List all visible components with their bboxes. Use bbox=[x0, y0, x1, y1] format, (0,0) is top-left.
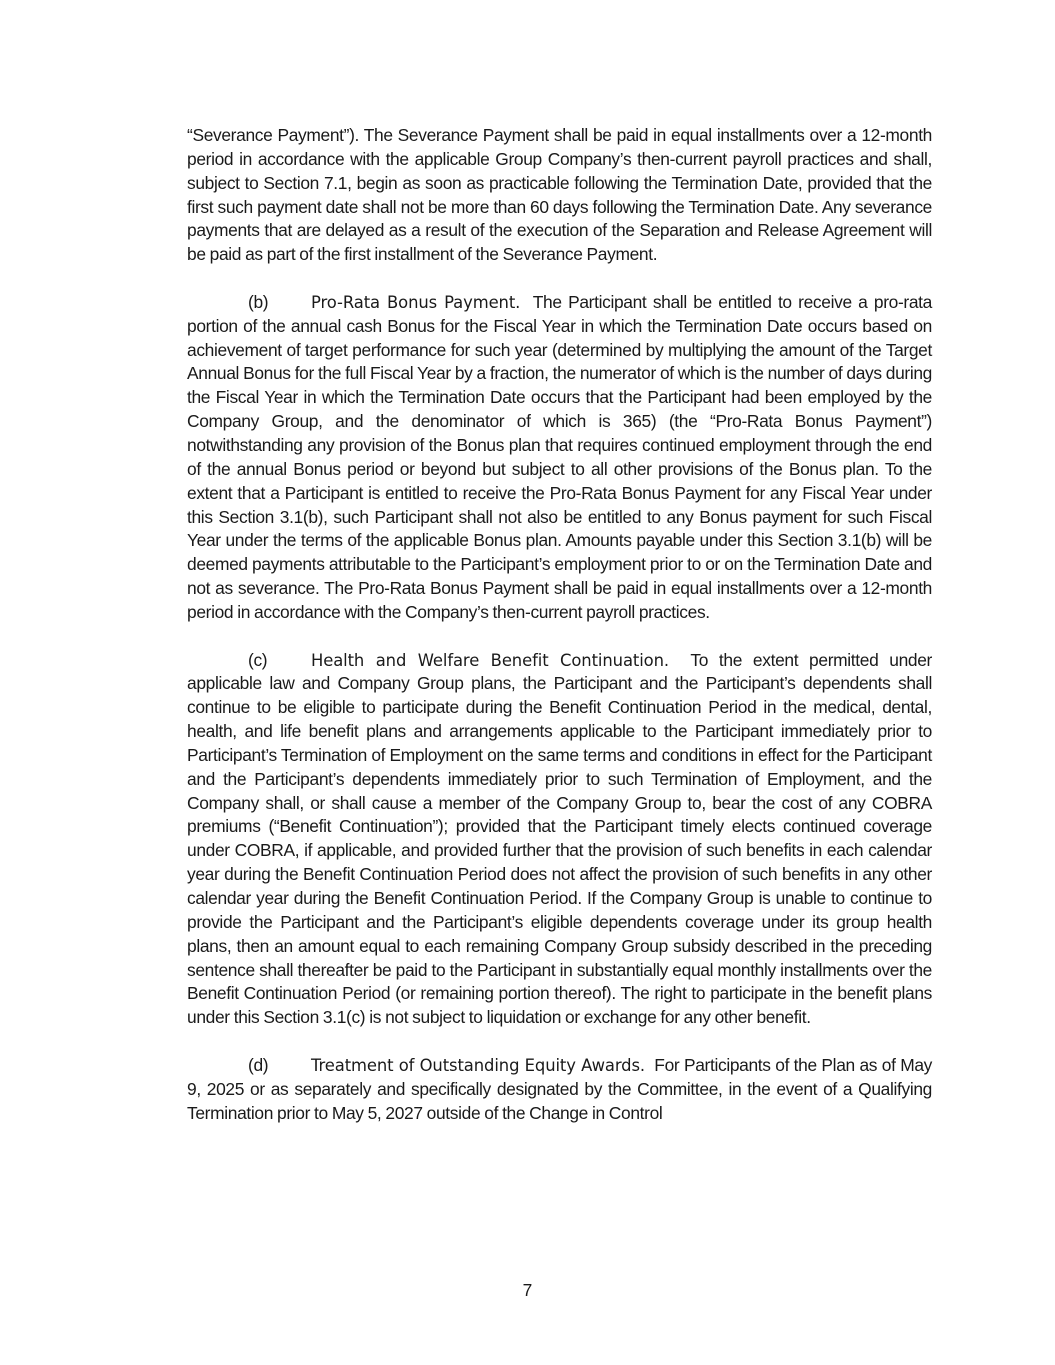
page-number: 7 bbox=[522, 1280, 533, 1300]
paragraph-severance-continued bbox=[187, 124, 932, 267]
section-heading: Pro-Rata Bonus Payment. bbox=[311, 292, 521, 312]
document-body bbox=[187, 124, 932, 1149]
section-label: (c) bbox=[248, 649, 268, 670]
paragraph-text: For Participants of the Plan as of May 9, 2025 or as separately and specifically designated by the Committee, in the event of a Qualifying Termination prior to May 5, 2027 outside of the Change in Control bbox=[187, 1054, 933, 1123]
paragraph-text: “Severance Payment”). The Severance Payment shall be paid in equal installments over a 12-month period in accordance with the applicable Group Company’s then-current payroll practices and shall, subject to Section 7.1, begin as soon as practicable following the Termination Date, provided that the first such payment date shall not be more than 60 days following the Termination Date. Any severance payments that are delayed as a result of the execution of the Separation and Release Agreement will be paid as part of the first installment of the Severance Payment. bbox=[187, 125, 932, 265]
paragraph-pro-rata-bonus bbox=[187, 291, 932, 625]
section-heading: Health and Welfare Benefit Continuation. bbox=[311, 650, 669, 670]
section-heading: Treatment of Outstanding Equity Awards. bbox=[311, 1055, 646, 1075]
paragraph-text: The Participant shall be entitled to receive a pro-rata portion of the annual cash Bonus for the Fiscal Year in which the Termination Date occurs based on achievement of target performance for such year (determined by multiplying the amount of the Target Annual Bonus for the full Fiscal Year by a fraction, the numerator of which is the number of days during the Fiscal Year in which the Termination Date occurs that the Participant had been employed by the Company Group, and the denominator of which is 365) (the “Pro-Rata Bonus Payment”) notwithstanding any provision of the Bonus plan that requires continued employment through the end of the annual Bonus period or beyond but subject to all other provisions of the Bonus plan. To the extent that a Participant is entitled to receive the Pro-Rata Bonus Payment for any Fiscal Year under this Section 3.1(b), such Participant shall not also be entitled to any Bonus payment for such Fiscal Year under the terms of the applicable Bonus plan. Amounts payable under this Section 3.1(b) will be deemed payments attributable to the Participant’s employment prior to or on the Termination Date and not as severance. The Pro-Rata Bonus Payment shall be paid in equal installments over a 12-month period in accordance with the Company’s then-current payroll practices. bbox=[187, 291, 932, 622]
paragraph-benefit-continuation bbox=[187, 649, 932, 1031]
section-label: (b) bbox=[248, 291, 269, 312]
section-label: (d) bbox=[248, 1054, 269, 1075]
paragraph-equity-awards bbox=[187, 1054, 932, 1126]
paragraph-text: To the extent permitted under applicable law and Company Group plans, the Participant and the Participant’s dependents shall continue to be eligible to participate during the Benefit Continuation Period in the medical, dental, health, and life benefit plans and arrangements applicable to the Participant immediately prior to Participant’s Termination of Employment on the same terms and conditions in effect for the Participant and the Participant’s dependents immediately prior to such Termination of Employment, and the Company shall, or shall cause a member of the Company Group to, bear the cost of any COBRA premiums (“Benefit Continuation”); provided that the Participant timely elects continued coverage under COBRA, if applicable, and provided further that the provision of such benefits in each calendar year during the Benefit Continuation Period does not affect the provision of such benefits in any other calendar year during the Benefit Continuation Period. If the Company Group is unable to continue to provide the Participant and the Participant’s eligible dependents coverage under its group health plans, then an amount equal to each remaining Company Group subsidy described in the preceding sentence shall thereafter be paid to the Participant in substantially equal monthly installments over the Benefit Continuation Period (or remaining portion thereof). The right to participate in the benefit plans under this Section 3.1(c) is not subject to liquidation or exchange for any other benefit. bbox=[187, 649, 932, 1028]
